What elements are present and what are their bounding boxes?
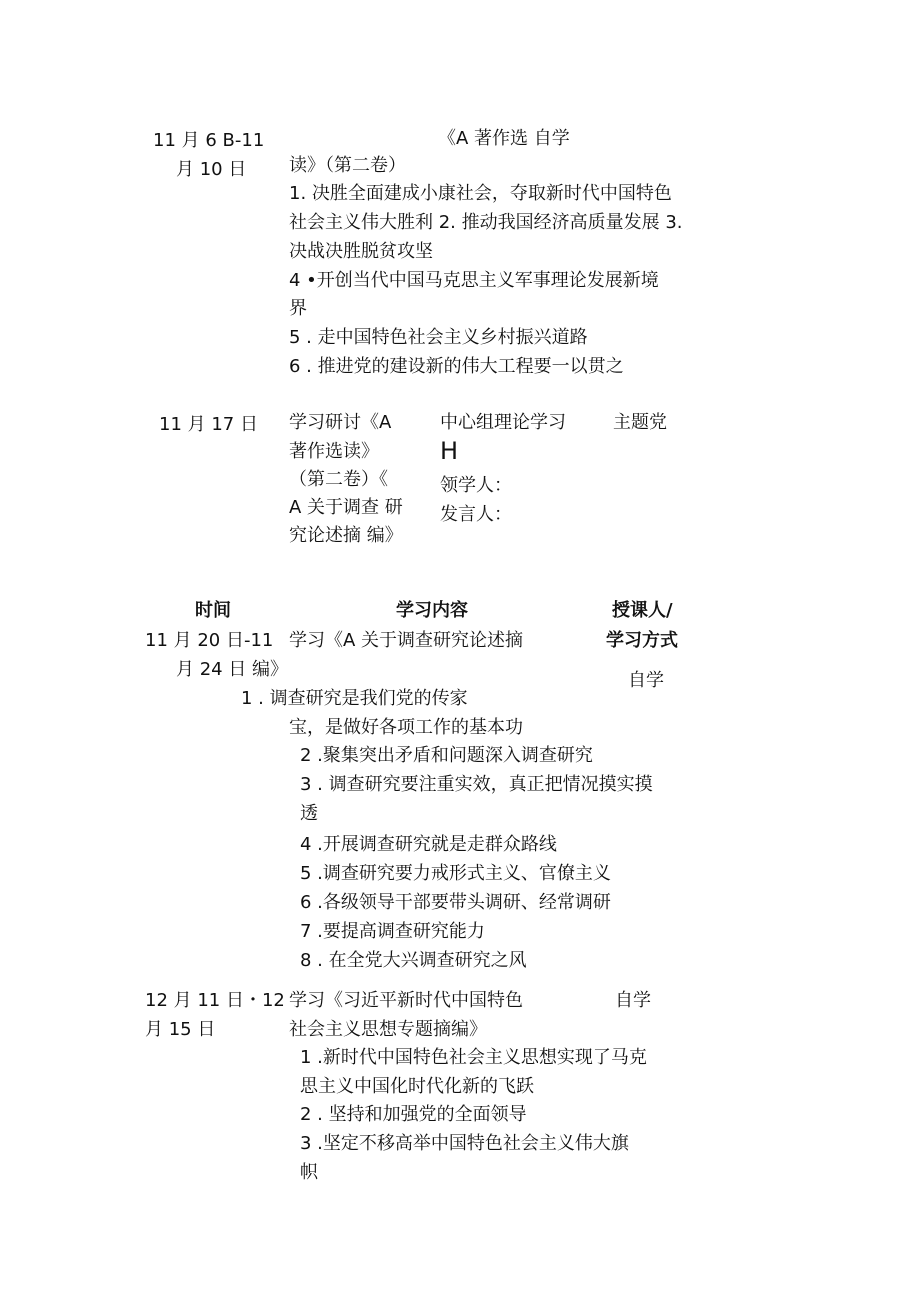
list-item: 帜: [300, 1162, 318, 1183]
content-line: 究论述摘 编》: [289, 525, 403, 546]
title-line-2: 编》: [252, 659, 288, 680]
header-lecturer-line-2: 学习方式: [606, 630, 678, 651]
leader-label: 领学人：: [440, 475, 512, 496]
study-method: 自学: [628, 670, 664, 691]
content-line: 著作选读》: [289, 441, 379, 462]
list-item: 4 •开创当代中国马克思主义军事理论发展新境: [289, 270, 659, 291]
list-item: 决战决胜脱贫攻坚: [289, 241, 433, 262]
list-item: 3 .坚定不移高举中国特色社会主义伟大旗: [300, 1133, 629, 1154]
date-line-2: 月 15 日: [145, 1019, 216, 1040]
list-item: 8 . 在全党大兴调查研究之风: [300, 950, 527, 971]
list-item: 6 .各级领导干部要带头调研、经常调研: [300, 892, 611, 913]
date-line-1: 12 月 11 日・12: [145, 990, 285, 1011]
date-line-1: 11 月 6 B-11: [153, 130, 265, 151]
list-item: 6 . 推进党的建设新的伟大工程要一以贯之: [289, 356, 624, 377]
list-item: 透: [300, 803, 318, 824]
list-item: 界: [289, 298, 307, 319]
content-line: 学习研讨《A: [289, 412, 392, 433]
study-method: 自学: [615, 990, 651, 1011]
theme: 主题党: [613, 412, 667, 433]
list-item: 1 .新时代中国特色社会主义思想实现了马克: [300, 1047, 647, 1068]
content-line: A 关于调查 研: [289, 497, 403, 518]
list-item: 2 .聚集突出矛盾和问题深入调查研究: [300, 745, 593, 766]
header-lecturer-line-1: 授课人/: [612, 600, 673, 621]
mode-line-1: 中心组理论学习: [440, 412, 566, 433]
mode-line-2: H: [440, 437, 459, 465]
title-line-2: 读》（第二卷）: [289, 155, 406, 176]
date-line-2: 月 10 日: [176, 159, 247, 180]
content-line: （第二卷）《: [289, 469, 388, 490]
speaker-label: 发言人：: [440, 504, 512, 525]
list-item: 社会主义伟大胜利 2. 推动我国经济高质量发展 3.: [289, 212, 683, 233]
title-line-2: 社会主义思想专题摘编》: [289, 1019, 487, 1040]
title-line-1: 《A 著作选 自学: [438, 128, 570, 149]
list-item: 思主义中国化时代化新的飞跃: [300, 1076, 534, 1097]
list-item: 7 .要提高调查研究能力: [300, 921, 485, 942]
list-item: 1. 决胜全面建成小康社会，夺取新时代中国特色: [289, 183, 672, 204]
list-item: 5 .调查研究要力戒形式主义、官僚主义: [300, 863, 611, 884]
list-item: 4 .开展调查研究就是走群众路线: [300, 834, 557, 855]
list-item: 1 . 调查研究是我们党的传家: [241, 688, 468, 709]
date-line-1: 11 月 20 日-11: [145, 630, 274, 651]
list-item: 宝，是做好各项工作的基本功: [289, 717, 523, 738]
title-line-1: 学习《A 关于调查研究论述摘: [289, 630, 524, 651]
list-item: 3 . 调查研究要注重实效，真正把情况摸实摸: [300, 774, 653, 795]
title-line-1: 学习《习近平新时代中国特色: [289, 990, 523, 1011]
header-time: 时间: [195, 600, 231, 621]
list-item: 5 . 走中国特色社会主义乡村振兴道路: [289, 327, 588, 348]
header-content: 学习内容: [396, 600, 468, 621]
list-item: 2 . 坚持和加强党的全面领导: [300, 1104, 527, 1125]
date: 11 月 17 日: [159, 414, 258, 435]
date-line-2: 月 24 日: [176, 659, 247, 680]
